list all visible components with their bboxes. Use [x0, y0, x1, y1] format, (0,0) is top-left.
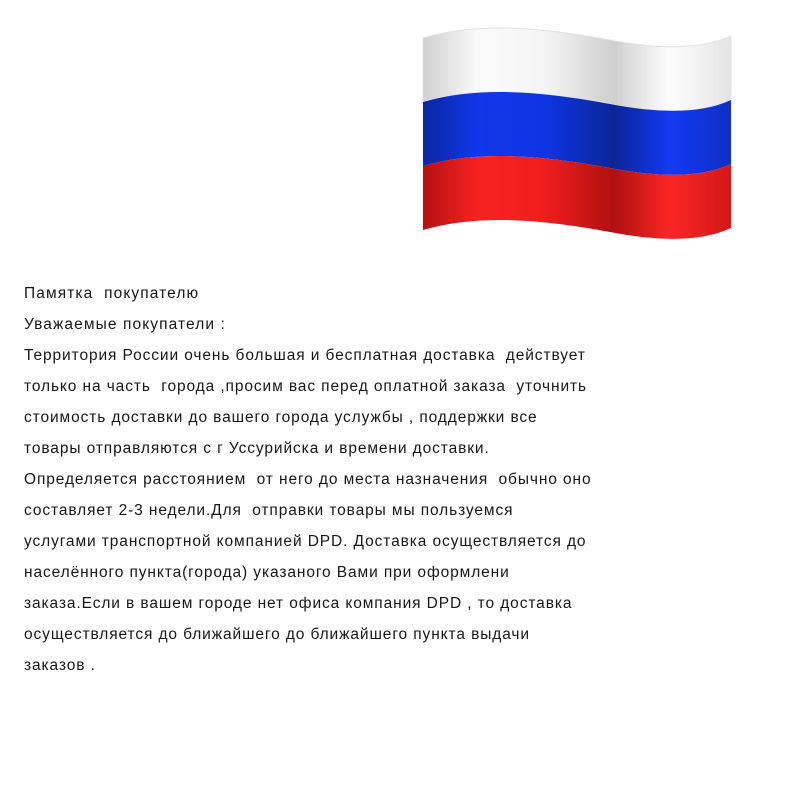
russia-flag-icon [405, 18, 745, 243]
body-line: товары отправляются с г Уссурийска и времени доставки. [24, 440, 490, 457]
body-line: стоимость доставки до вашего города услужбы , поддержки все [24, 409, 538, 426]
page-title: Памятка покупателю [24, 285, 200, 302]
body-line: Определяется расстоянием от него до места назначения обычно оно [24, 471, 592, 488]
russia-flag-svg [405, 18, 745, 243]
body-line: Территория России очень большая и бесплатная доставка действует [24, 347, 586, 364]
body-line: осуществляется до ближайшего до ближайшего пункта выдачи [24, 626, 530, 643]
body-line: составляет 2-3 недели.Для отправки товары мы пользуемся [24, 502, 514, 519]
body-line: заказа.Если в вашем городе нет офиса компания DPD , то доставка [24, 595, 573, 612]
body-line: услугами транспортной компанией DPD. Доставка осуществляется до [24, 533, 587, 550]
body-line: населённого пункта(города) указаного Вами при оформлени [24, 564, 510, 581]
notice-text-block [24, 278, 776, 681]
body-line: только на часть города ,просим вас перед оплатной заказа уточнить [24, 378, 587, 395]
body-line: заказов . [24, 657, 96, 674]
salutation: Уважаемые покупатели : [24, 316, 226, 333]
